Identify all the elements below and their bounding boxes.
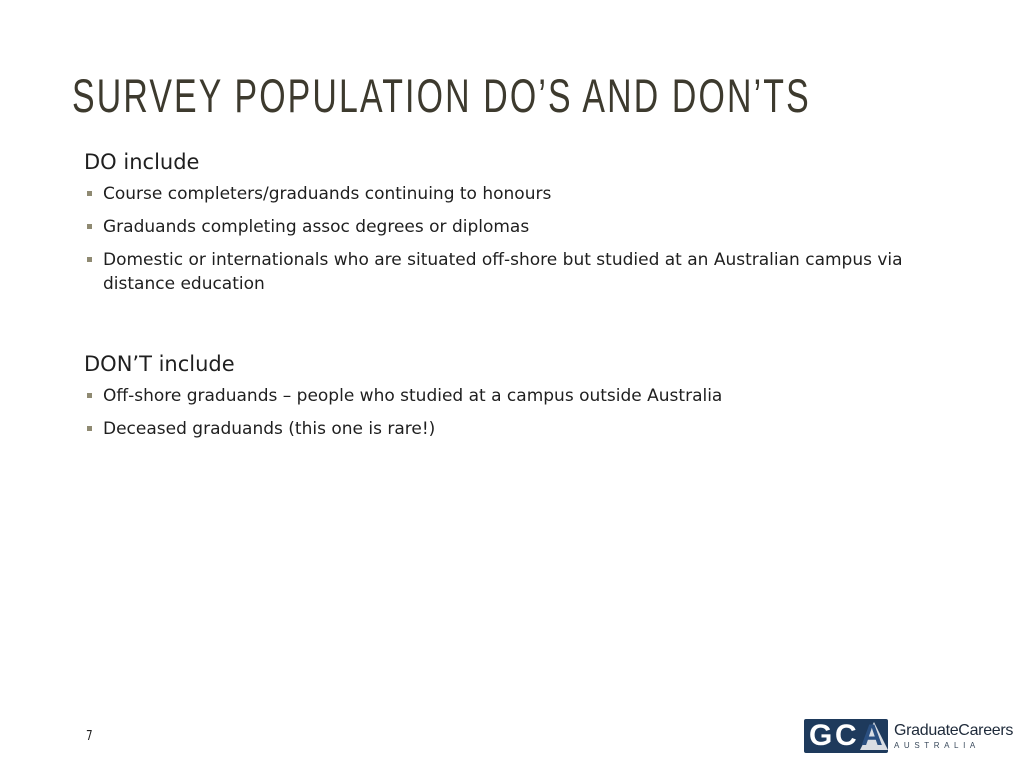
dont-include-list [84, 384, 964, 441]
page-number: 7 [86, 729, 93, 744]
list-item-text: Graduands completing assoc degrees or diplomas [103, 217, 530, 237]
list-item [84, 384, 964, 408]
logo-letter-g: G [809, 719, 833, 752]
bullet-square-icon [87, 191, 92, 196]
list-item-text: Deceased graduands (this one is rare!) [103, 419, 436, 439]
slide-content [84, 148, 964, 450]
bullet-square-icon [87, 224, 92, 229]
list-item [84, 215, 964, 239]
list-item-text: Course completers/graduands continuing to honours [103, 184, 552, 204]
list-item [84, 248, 964, 296]
logo-wordmark [894, 722, 1013, 751]
bullet-square-icon [87, 426, 92, 431]
logo-name: GraduateCareers [894, 721, 1014, 739]
do-include-heading: DO include [84, 150, 200, 174]
gca-logo [804, 719, 1013, 753]
logo-letter-a: A [861, 719, 883, 752]
list-item-text: Off-shore graduands – people who studied at a campus outside Australia [103, 386, 723, 406]
gca-logo-mark [804, 719, 888, 753]
dont-include-heading: DON’T include [84, 352, 235, 376]
bullet-square-icon [87, 257, 92, 262]
logo-subtitle: AUSTRALIA [894, 740, 980, 750]
list-item [84, 182, 964, 206]
do-include-list [84, 182, 964, 296]
logo-letter-c: C [835, 719, 857, 752]
slide-title: SURVEY POPULATION DO’S AND DON’TS [72, 69, 811, 122]
list-item-text: Domestic or internationals who are situated off-shore but studied at an Australian campus via distance education [103, 250, 903, 294]
bullet-square-icon [87, 393, 92, 398]
list-item [84, 417, 964, 441]
